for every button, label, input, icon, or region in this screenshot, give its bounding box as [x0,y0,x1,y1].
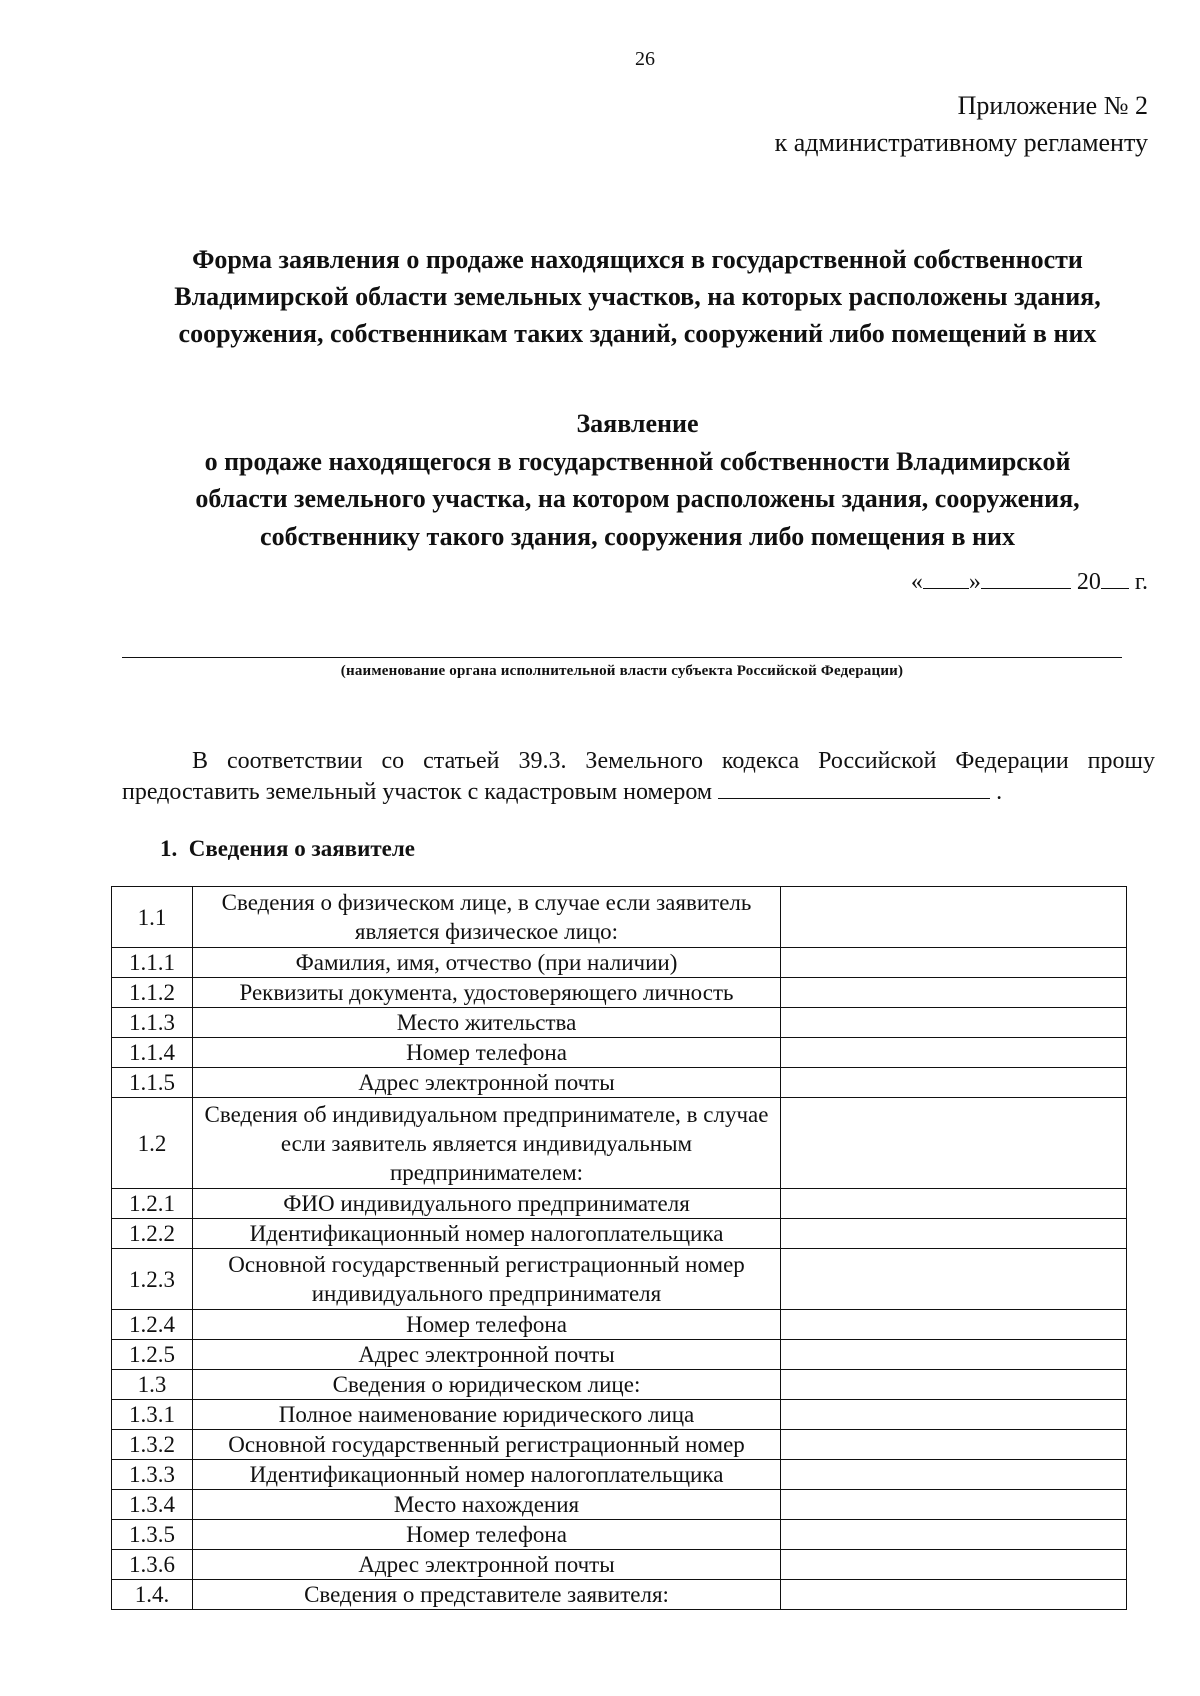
row-label: Место жительства [193,1008,781,1038]
row-value-cell[interactable] [781,1098,1127,1189]
table-row [112,1219,1127,1249]
row-number: 1.1.1 [112,948,193,978]
row-label: Сведения об индивидуальном предпринимателе, в случае если заявитель является индивидуальным предпринимателем: [193,1098,781,1189]
row-value-cell[interactable] [781,1219,1127,1249]
row-value-cell[interactable] [781,1460,1127,1490]
row-value-cell[interactable] [781,1068,1127,1098]
row-number: 1.3 [112,1370,193,1400]
row-value-cell[interactable] [781,1370,1127,1400]
row-value-cell[interactable] [781,1008,1127,1038]
row-number: 1.3.5 [112,1520,193,1550]
form-title [120,242,1155,353]
table-row [112,887,1127,948]
row-value-cell[interactable] [781,1550,1127,1580]
row-label: Фамилия, имя, отчество (при наличии) [193,948,781,978]
row-value-cell[interactable] [781,1520,1127,1550]
table-row [112,978,1127,1008]
row-label: Идентификационный номер налогоплательщика [193,1219,781,1249]
form-title-line: Владимирской области земельных участков, на которых расположены здания, [174,281,1101,311]
row-number: 1.1 [112,887,193,948]
table-row [112,1189,1127,1219]
row-label: Номер телефона [193,1310,781,1340]
statement-line: собственнику такого здания, сооружения либо помещения в них [260,522,1015,552]
table-row [112,1098,1127,1189]
row-number: 1.3.4 [112,1490,193,1520]
table-row [112,1038,1127,1068]
year-suffix: г. [1134,569,1148,595]
row-label: Основной государственный регистрационный номер индивидуального предпринимателя [193,1249,781,1310]
paragraph-line-2-text: предоставить земельный участок с кадастровым номером [122,779,713,806]
month-blank[interactable] [981,566,1071,589]
request-paragraph [122,747,1155,808]
row-value-cell[interactable] [781,1249,1127,1310]
cadastral-number-blank[interactable] [718,776,990,799]
row-value-cell[interactable] [781,1580,1127,1610]
row-label: Сведения о юридическом лице: [193,1370,781,1400]
statement-line: о продаже находящегося в государственной собственности Владимирской [204,446,1071,476]
applicant-table-wrapper [111,886,1126,1610]
row-number: 1.1.4 [112,1038,193,1068]
form-title-line: Форма заявления о продаже находящихся в государственной собственности [192,245,1083,274]
row-label: Адрес электронной почты [193,1068,781,1098]
section-number: 1. [160,836,178,861]
annex-subtitle: к административному регламенту [774,127,1148,157]
row-value-cell[interactable] [781,887,1127,948]
form-title-line: сооружения, собственникам таких зданий, сооружений либо помещений в них [178,318,1097,348]
row-value-cell[interactable] [781,978,1127,1008]
year-prefix: 20 [1076,569,1101,595]
row-label: Адрес электронной почты [193,1340,781,1370]
statement-heading: Заявление [576,409,699,438]
row-value-cell[interactable] [781,1038,1127,1068]
row-value-cell[interactable] [781,1189,1127,1219]
row-number: 1.2.5 [112,1340,193,1370]
row-number: 1.1.3 [112,1008,193,1038]
row-number: 1.3.2 [112,1430,193,1460]
statement-line: области земельного участка, на котором расположены здания, сооружения, [195,484,1080,514]
row-label: Реквизиты документа, удостоверяющего личность [193,978,781,1008]
row-number: 1.2.4 [112,1310,193,1340]
row-label: Сведения о физическом лице, в случае если заявитель является физическое лицо: [193,887,781,948]
table-row [112,1520,1127,1550]
table-row [112,1249,1127,1310]
row-value-cell[interactable] [781,1340,1127,1370]
row-value-cell[interactable] [781,1400,1127,1430]
table-row [112,1460,1127,1490]
row-label: ФИО индивидуального предпринимателя [193,1189,781,1219]
row-number: 1.2.1 [112,1189,193,1219]
row-number: 1.2.3 [112,1249,193,1310]
day-blank[interactable] [923,566,969,589]
table-row [112,1490,1127,1520]
table-row [112,1008,1127,1038]
table-row [112,1068,1127,1098]
row-label: Полное наименование юридического лица [193,1400,781,1430]
row-label: Номер телефона [193,1520,781,1550]
paragraph-period: . [996,779,1003,806]
row-value-cell[interactable] [781,1310,1127,1340]
row-label: Адрес электронной почты [193,1550,781,1580]
row-number: 1.2.2 [112,1219,193,1249]
table-row [112,1400,1127,1430]
applicant-table [111,886,1127,1610]
row-value-cell[interactable] [781,1430,1127,1460]
row-number: 1.3.3 [112,1460,193,1490]
row-label: Основной государственный регистрационный номер [193,1430,781,1460]
row-value-cell[interactable] [781,1490,1127,1520]
date-close-quote: » [968,569,981,595]
date-line [911,566,1148,596]
section-heading [160,836,415,862]
statement-title [120,405,1155,556]
row-number: 1.2 [112,1098,193,1189]
table-row [112,1580,1127,1610]
date-open-quote: « [910,569,923,595]
section-title: Сведения о заявителе [188,836,415,861]
paragraph-line-2 [122,776,1155,807]
paragraph-line-1: В соответствии со статьей 39.3. Земельного кодекса Российской Федерации прошу [192,748,1155,774]
row-number: 1.1.2 [112,978,193,1008]
table-row [112,1370,1127,1400]
authority-caption: (наименование органа исполнительной власти субъекта Российской Федерации) [340,663,904,679]
annex-title: Приложение № 2 [957,91,1148,120]
annex-header [775,88,1148,162]
table-row [112,1340,1127,1370]
authority-name-blank[interactable] [122,657,1122,658]
table-row [112,1430,1127,1460]
row-number: 1.4. [112,1580,193,1610]
page-number: 26 [635,48,655,70]
row-number: 1.3.1 [112,1400,193,1430]
row-label: Сведения о представителе заявителя: [193,1580,781,1610]
table-row [112,948,1127,978]
table-row [112,1310,1127,1340]
year-blank[interactable] [1101,566,1129,589]
row-value-cell[interactable] [781,948,1127,978]
row-label: Идентификационный номер налогоплательщика [193,1460,781,1490]
row-label: Место нахождения [193,1490,781,1520]
table-row [112,1550,1127,1580]
row-number: 1.3.6 [112,1550,193,1580]
row-label: Номер телефона [193,1038,781,1068]
row-number: 1.1.5 [112,1068,193,1098]
